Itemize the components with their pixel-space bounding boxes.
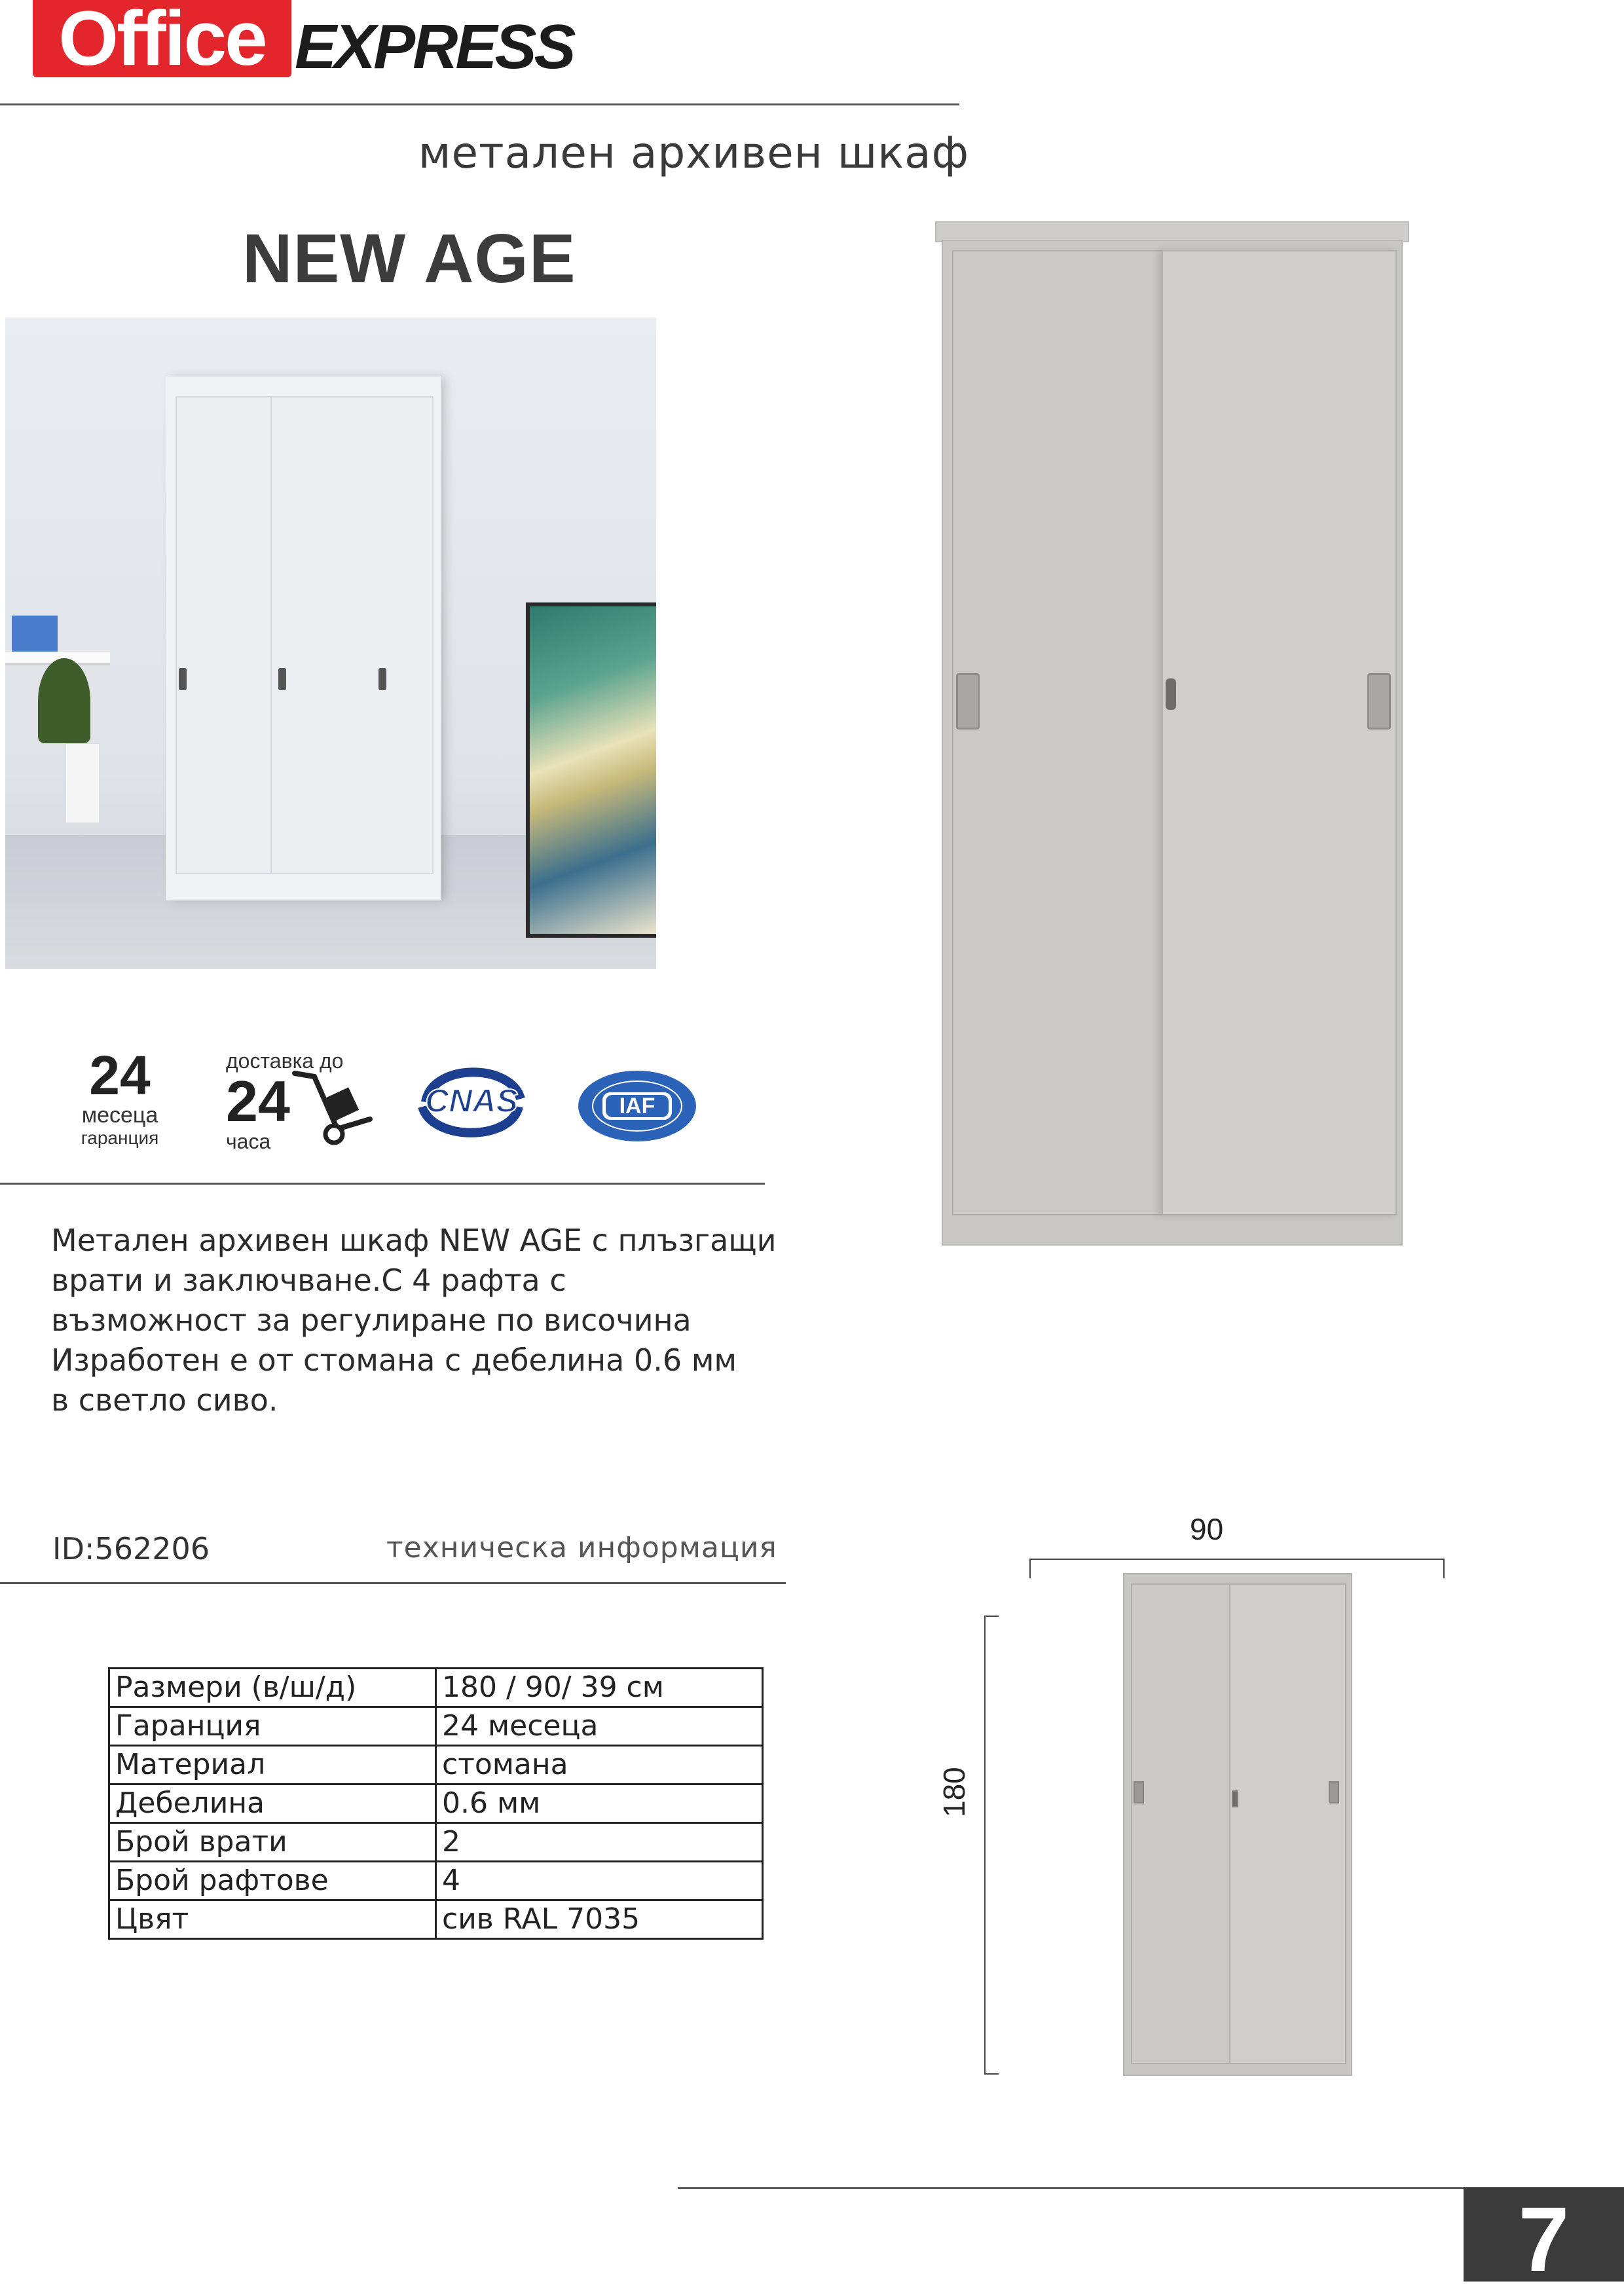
dimension-width-line xyxy=(1029,1559,1445,1560)
handle-icon xyxy=(1329,1781,1339,1803)
cabinet-body xyxy=(942,240,1403,1246)
description-line: Изработен е от стомана с дебелина 0.6 мм xyxy=(51,1342,737,1378)
logo-office-text: Office xyxy=(33,0,291,77)
table-row xyxy=(109,1862,763,1900)
spec-value: 180 / 90/ 39 см xyxy=(436,1669,763,1707)
plant-pot xyxy=(65,743,100,823)
spec-value: 0.6 мм xyxy=(436,1784,763,1823)
cabinet-door-right xyxy=(1162,250,1397,1215)
handle-icon xyxy=(1367,673,1391,730)
warranty-badge xyxy=(71,1044,169,1149)
description-line: Метален архивен шкаф NEW AGE с плъзгащи xyxy=(51,1223,777,1258)
table-row xyxy=(109,1784,763,1823)
dimension-tick xyxy=(984,1616,999,1617)
handle-icon xyxy=(1134,1781,1144,1803)
footer-divider xyxy=(678,2187,1464,2189)
delivery-number: 24 xyxy=(226,1069,290,1134)
cabinet-door-right xyxy=(1229,1583,1346,2064)
spec-value: стомана xyxy=(436,1746,763,1784)
page-number: 7 xyxy=(1518,2188,1570,2291)
cabinet-product-image xyxy=(935,221,1407,1249)
description-line: врати и заключване.С 4 рафта с xyxy=(51,1263,566,1298)
cabinet-door-left xyxy=(952,250,1164,1215)
table-row xyxy=(109,1900,763,1939)
cabinet-in-room xyxy=(166,377,441,900)
header-divider xyxy=(0,103,959,105)
plant xyxy=(38,658,90,743)
spec-table xyxy=(108,1667,764,1940)
handle-icon xyxy=(378,668,386,690)
table-row xyxy=(109,1707,763,1746)
delivery-hours: часа xyxy=(226,1130,271,1153)
monitor xyxy=(12,616,58,652)
office-express-logo xyxy=(33,0,574,85)
delivery-top-text: доставка до xyxy=(226,1049,344,1073)
handle-icon xyxy=(956,673,980,730)
dimension-height-line xyxy=(984,1616,986,2074)
room-photo xyxy=(5,318,656,969)
iaf-logo xyxy=(576,1069,698,1143)
description-line: възможност за регулиране по височина xyxy=(51,1303,692,1338)
dimension-width-label: 90 xyxy=(1190,1512,1224,1546)
page-number-box xyxy=(1464,2187,1624,2291)
cabinet-dimension-drawing xyxy=(1123,1573,1352,2075)
lock-icon xyxy=(1166,678,1176,710)
tech-divider xyxy=(0,1582,786,1584)
dimension-height-label: 180 xyxy=(937,1767,971,1817)
delivery-badge xyxy=(226,1049,377,1154)
product-category: метален архивен шкаф xyxy=(418,128,969,178)
product-description xyxy=(51,1221,804,1420)
handle-icon xyxy=(179,668,187,690)
spec-key: Цвят xyxy=(109,1900,436,1939)
iaf-text: IAF xyxy=(619,1094,655,1118)
badges-divider xyxy=(0,1183,765,1185)
cnas-logo xyxy=(413,1060,530,1145)
lock-icon xyxy=(1232,1790,1238,1807)
hand-truck-icon xyxy=(288,1067,373,1145)
logo-express-text: EXPRESS xyxy=(295,12,574,82)
cabinet-door-right xyxy=(270,396,434,874)
spec-key: Дебелина xyxy=(109,1784,436,1823)
table-row xyxy=(109,1746,763,1784)
warranty-months: месеца xyxy=(81,1103,158,1128)
spec-value: 4 xyxy=(436,1862,763,1900)
cabinet-body xyxy=(1123,1573,1352,2076)
spec-key: Гаранция xyxy=(109,1707,436,1746)
spec-value: 24 месеца xyxy=(436,1707,763,1746)
description-line: в светло сиво. xyxy=(51,1382,278,1418)
table-row xyxy=(109,1823,763,1862)
dimension-tick xyxy=(1029,1559,1031,1578)
product-id: ID:562206 xyxy=(52,1531,210,1566)
warranty-label: гаранция xyxy=(81,1128,159,1148)
lock-icon xyxy=(278,668,286,690)
dimension-tick xyxy=(1443,1559,1445,1578)
technical-info-heading: техническа информация xyxy=(386,1531,777,1564)
spec-key: Брой рафтове xyxy=(109,1862,436,1900)
spec-key: Брой врати xyxy=(109,1823,436,1862)
cabinet-door-left xyxy=(1131,1583,1232,2064)
dimension-tick xyxy=(984,2073,999,2075)
warranty-number: 24 xyxy=(89,1044,151,1106)
spec-key: Размери (в/ш/д) xyxy=(109,1669,436,1707)
spec-key: Материал xyxy=(109,1746,436,1784)
product-title: NEW AGE xyxy=(242,220,576,297)
spec-value: 2 xyxy=(436,1823,763,1862)
spec-value: сив RAL 7035 xyxy=(436,1900,763,1939)
cnas-text: CNAS xyxy=(425,1082,518,1119)
painting xyxy=(526,602,656,938)
table-row xyxy=(109,1669,763,1707)
